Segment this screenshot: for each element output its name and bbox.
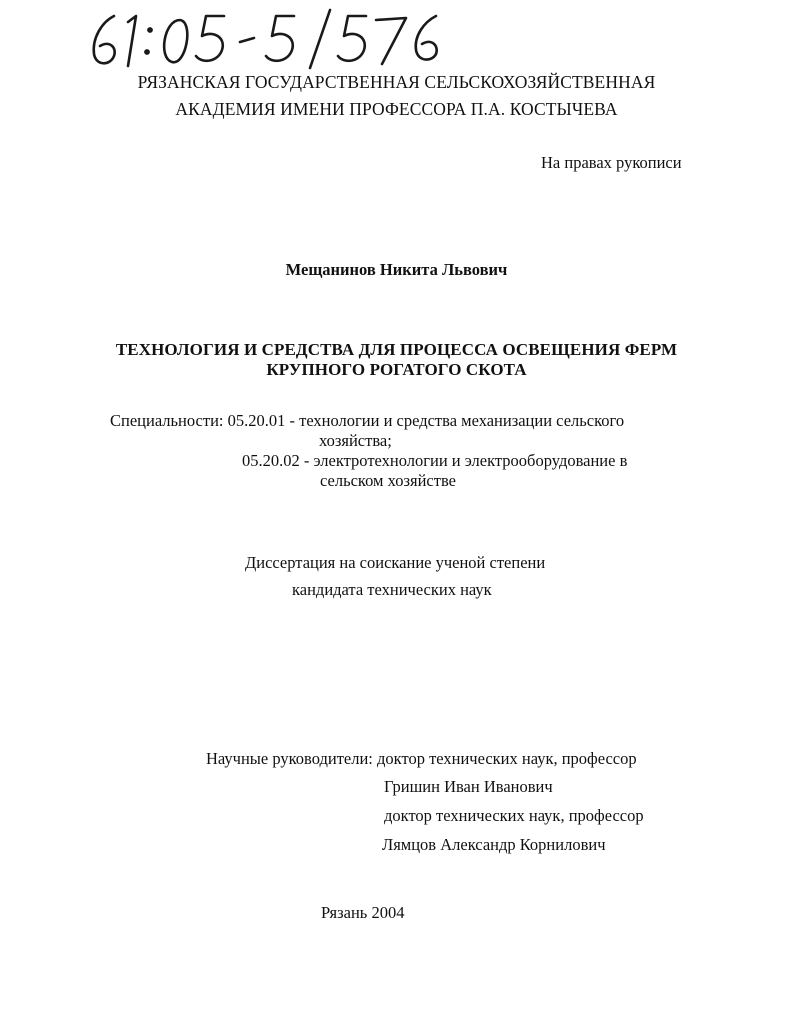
institution-line-1: РЯЗАНСКАЯ ГОСУДАРСТВЕННАЯ СЕЛЬСКОХОЗЯЙСТВЕННАЯ <box>137 72 656 92</box>
place-year: Рязань 2004 <box>321 903 405 922</box>
supervisor-2-degree: доктор технических наук, профессор <box>384 806 644 825</box>
supervisor-1-name: Гришин Иван Иванович <box>384 777 553 796</box>
supervisors-line-1: Научные руководители: доктор технических наук, профессор <box>206 749 637 768</box>
degree-line-1: Диссертация на соискание ученой степени <box>245 553 546 572</box>
supervisor-2-name: Лямцов Александр Корнилович <box>382 835 606 854</box>
specialties-line-3: 05.20.02 - электротехнологии и электрооборудование в <box>242 451 628 470</box>
dissertation-title-line-1: ТЕХНОЛОГИЯ И СРЕДСТВА ДЛЯ ПРОЦЕССА ОСВЕЩЕНИЯ ФЕРМ <box>115 340 678 359</box>
rights-note: На правах рукописи <box>541 153 682 172</box>
author-name: Мещанинов Никита Львович <box>285 260 508 279</box>
degree-line-2: кандидата технических наук <box>292 580 492 599</box>
dissertation-title-line-2: КРУПНОГО РОГАТОГО СКОТА <box>266 360 527 379</box>
handwritten-code-graphic <box>84 8 444 70</box>
specialties-line-2: хозяйства; <box>319 431 392 450</box>
specialties-line-4: сельском хозяйстве <box>320 471 456 490</box>
specialties-line-1: Специальности: 05.20.01 - технологии и средства механизации сельского <box>110 411 625 430</box>
institution-line-2: АКАДЕМИЯ ИМЕНИ ПРОФЕССОРА П.А. КОСТЫЧЕВА <box>175 99 618 119</box>
handwritten-archive-code <box>84 8 444 70</box>
